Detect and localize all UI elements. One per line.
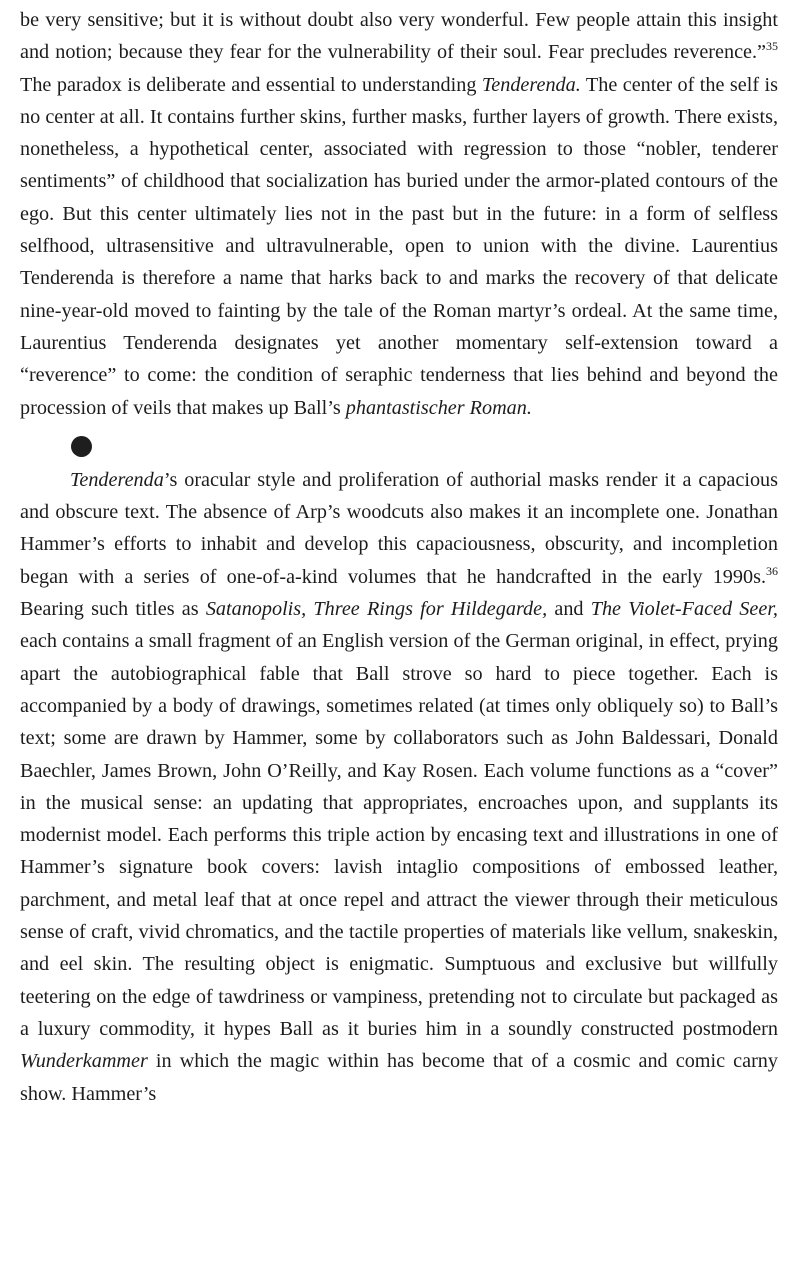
italic-text: phantastischer Roman. xyxy=(345,396,532,419)
footnote-ref: 36 xyxy=(766,563,778,578)
italic-text: Satanopolis, Three Rings for Hildegarde, xyxy=(205,598,548,621)
italic-text: Tenderenda xyxy=(70,468,164,491)
italic-text: Wunderkammer xyxy=(20,1050,148,1073)
text-run: in which the magic within has become that of a cosmic and comic carny show. Hammer’s xyxy=(20,1050,778,1105)
page xyxy=(20,4,778,1110)
text-run: and xyxy=(547,598,591,621)
text-run: be very sensitive; but it is without doubt also very wonderful. Few people attain this insight and notion; because they fear for the vulnerability of their soul. Fear precludes reverence.” xyxy=(20,9,778,64)
text-run: The center of the self is no center at all. It contains further skins, further masks, further layers of growth. There exists, nonetheless, a hypothetical center, associated with regression to those “nobler, tenderer sentiments” of childhood that socialization has buried under the armor-plated contours of the ego. But this center ultimately lies not in the past but in the future: in a form of selfless selfhood, ultrasensitive and ultravulnerable, open to union with the divine. Laurentius Tenderenda is therefore a name that harks back to and marks the recovery of that delicate nine-year-old moved to fainting by the tale of the Roman martyr’s ordeal. At the same time, Laurentius Tenderenda designates yet another momentary self-extension toward a “reverence” to come: the condition of seraphic tenderness that lies behind and beyond the procession of veils that makes up Ball’s xyxy=(20,73,779,419)
section-break xyxy=(20,430,778,462)
footnote-ref: 35 xyxy=(766,39,778,54)
italic-text: Tenderenda. xyxy=(481,73,581,96)
paragraph-1 xyxy=(20,4,778,424)
text-run: ’s oracular style and proliferation of authorial masks render it a capacious and obscure text. The absence of Arp’s woodcuts also makes it an incomplete one. Jonathan Hammer’s efforts to inhabit and develop this capaciousness, obscurity, and incompletion began with a series of one-of-a-kind volumes that he handcrafted in the early 1990s. xyxy=(20,468,778,588)
italic-text: The Violet-Faced Seer, xyxy=(590,598,778,621)
text-run: Bearing such titles as xyxy=(20,598,206,621)
text-run: each contains a small fragment of an English version of the German original, in effect, prying apart the autobiographical fable that Ball strove so hard to piece together. Each is accompanied by a body of drawings, sometimes related (at times only obliquely so) to Ball’s text; some are drawn by Hammer, some by collaborators such as John Baldessari, Donald Baechler, James Brown, John O’Reilly, and Kay Rosen. Each volume functions as a “cover” in the musical sense: an updating that appropriates, encroaches upon, and supplants its modernist model. Each performs this triple action by encasing text and illustrations in one of Hammer’s signature book covers: lavish intaglio compositions of embossed leather, parchment, and metal leaf that at once repel and attract the viewer through their meticulous sense of craft, vivid chromatics, and the tactile properties of materials like vellum, snakeskin, and eel skin. The resulting object is enigmatic. Sumptuous and exclusive but willfully teetering on the edge of tawdriness or vampiness, pretending not to circulate but packaged as a luxury commodity, it hypes Ball as it buries him in a soundly constructed postmodern xyxy=(20,630,778,1040)
bullet-dot-icon xyxy=(71,436,92,457)
text-run: The paradox is deliberate and essential to understanding xyxy=(20,73,482,96)
paragraph-2 xyxy=(20,464,778,1110)
